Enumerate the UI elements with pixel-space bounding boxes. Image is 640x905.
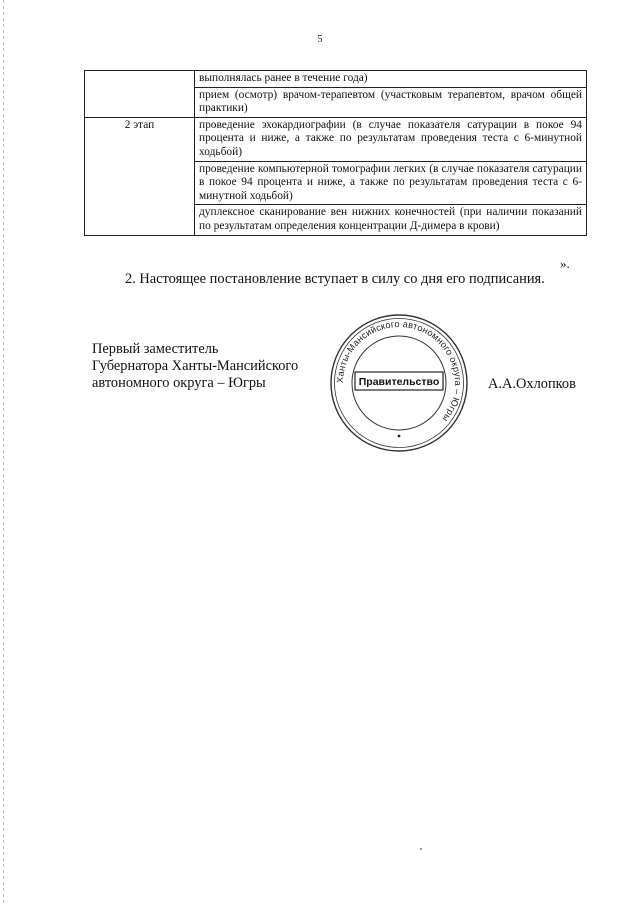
table-cell-description: выполнялась ранее в течение года) bbox=[195, 71, 587, 88]
signatory-title-line: Первый заместитель bbox=[92, 341, 219, 357]
paragraph-2: 2. Настоящее постановление вступает в силу со дня его подписания. bbox=[125, 271, 545, 287]
scan-speck bbox=[420, 848, 422, 850]
official-seal bbox=[328, 312, 470, 454]
page-number: 5 bbox=[317, 34, 323, 45]
signatory-name: А.А.Охлопков bbox=[488, 376, 576, 392]
seal-dot bbox=[398, 435, 401, 438]
table-row bbox=[85, 71, 587, 88]
page-left-edge bbox=[3, 0, 4, 905]
table-cell-description: проведение компьютерной томографии легких (в случае показателя сатурации в покое 94 процента и ниже, а также по результатам проведения теста с 6-минутной ходьбой) bbox=[195, 161, 587, 205]
closing-quote: ». bbox=[560, 256, 570, 271]
table-row bbox=[85, 117, 587, 161]
table-cell-description: проведение эхокардиографии (в случае показателя сатурации в покое 94 процента и ниже, а также по результатам проведения теста с 6-минутной ходьбой) bbox=[195, 117, 587, 161]
stage-table bbox=[84, 70, 587, 236]
signatory-title bbox=[92, 341, 298, 392]
seal-ring-text: Ханты-Мансийского автономного округа – Югры bbox=[334, 318, 464, 424]
signatory-title-line: автономного округа – Югры bbox=[92, 375, 266, 391]
table-cell-stage bbox=[85, 71, 195, 118]
table-cell-stage: 2 этап bbox=[85, 117, 195, 235]
signatory-title-line: Губернатора Ханты-Мансийского bbox=[92, 358, 299, 374]
seal-center-text: Правительство bbox=[358, 376, 440, 388]
table-cell-description: прием (осмотр) врачом-терапевтом (участковым терапевтом, врачом общей практики) bbox=[195, 87, 587, 117]
table-cell-description: дуплексное сканирование вен нижних конечностей (при наличии показаний по результатам определения концентрации Д-димера в крови) bbox=[195, 205, 587, 235]
